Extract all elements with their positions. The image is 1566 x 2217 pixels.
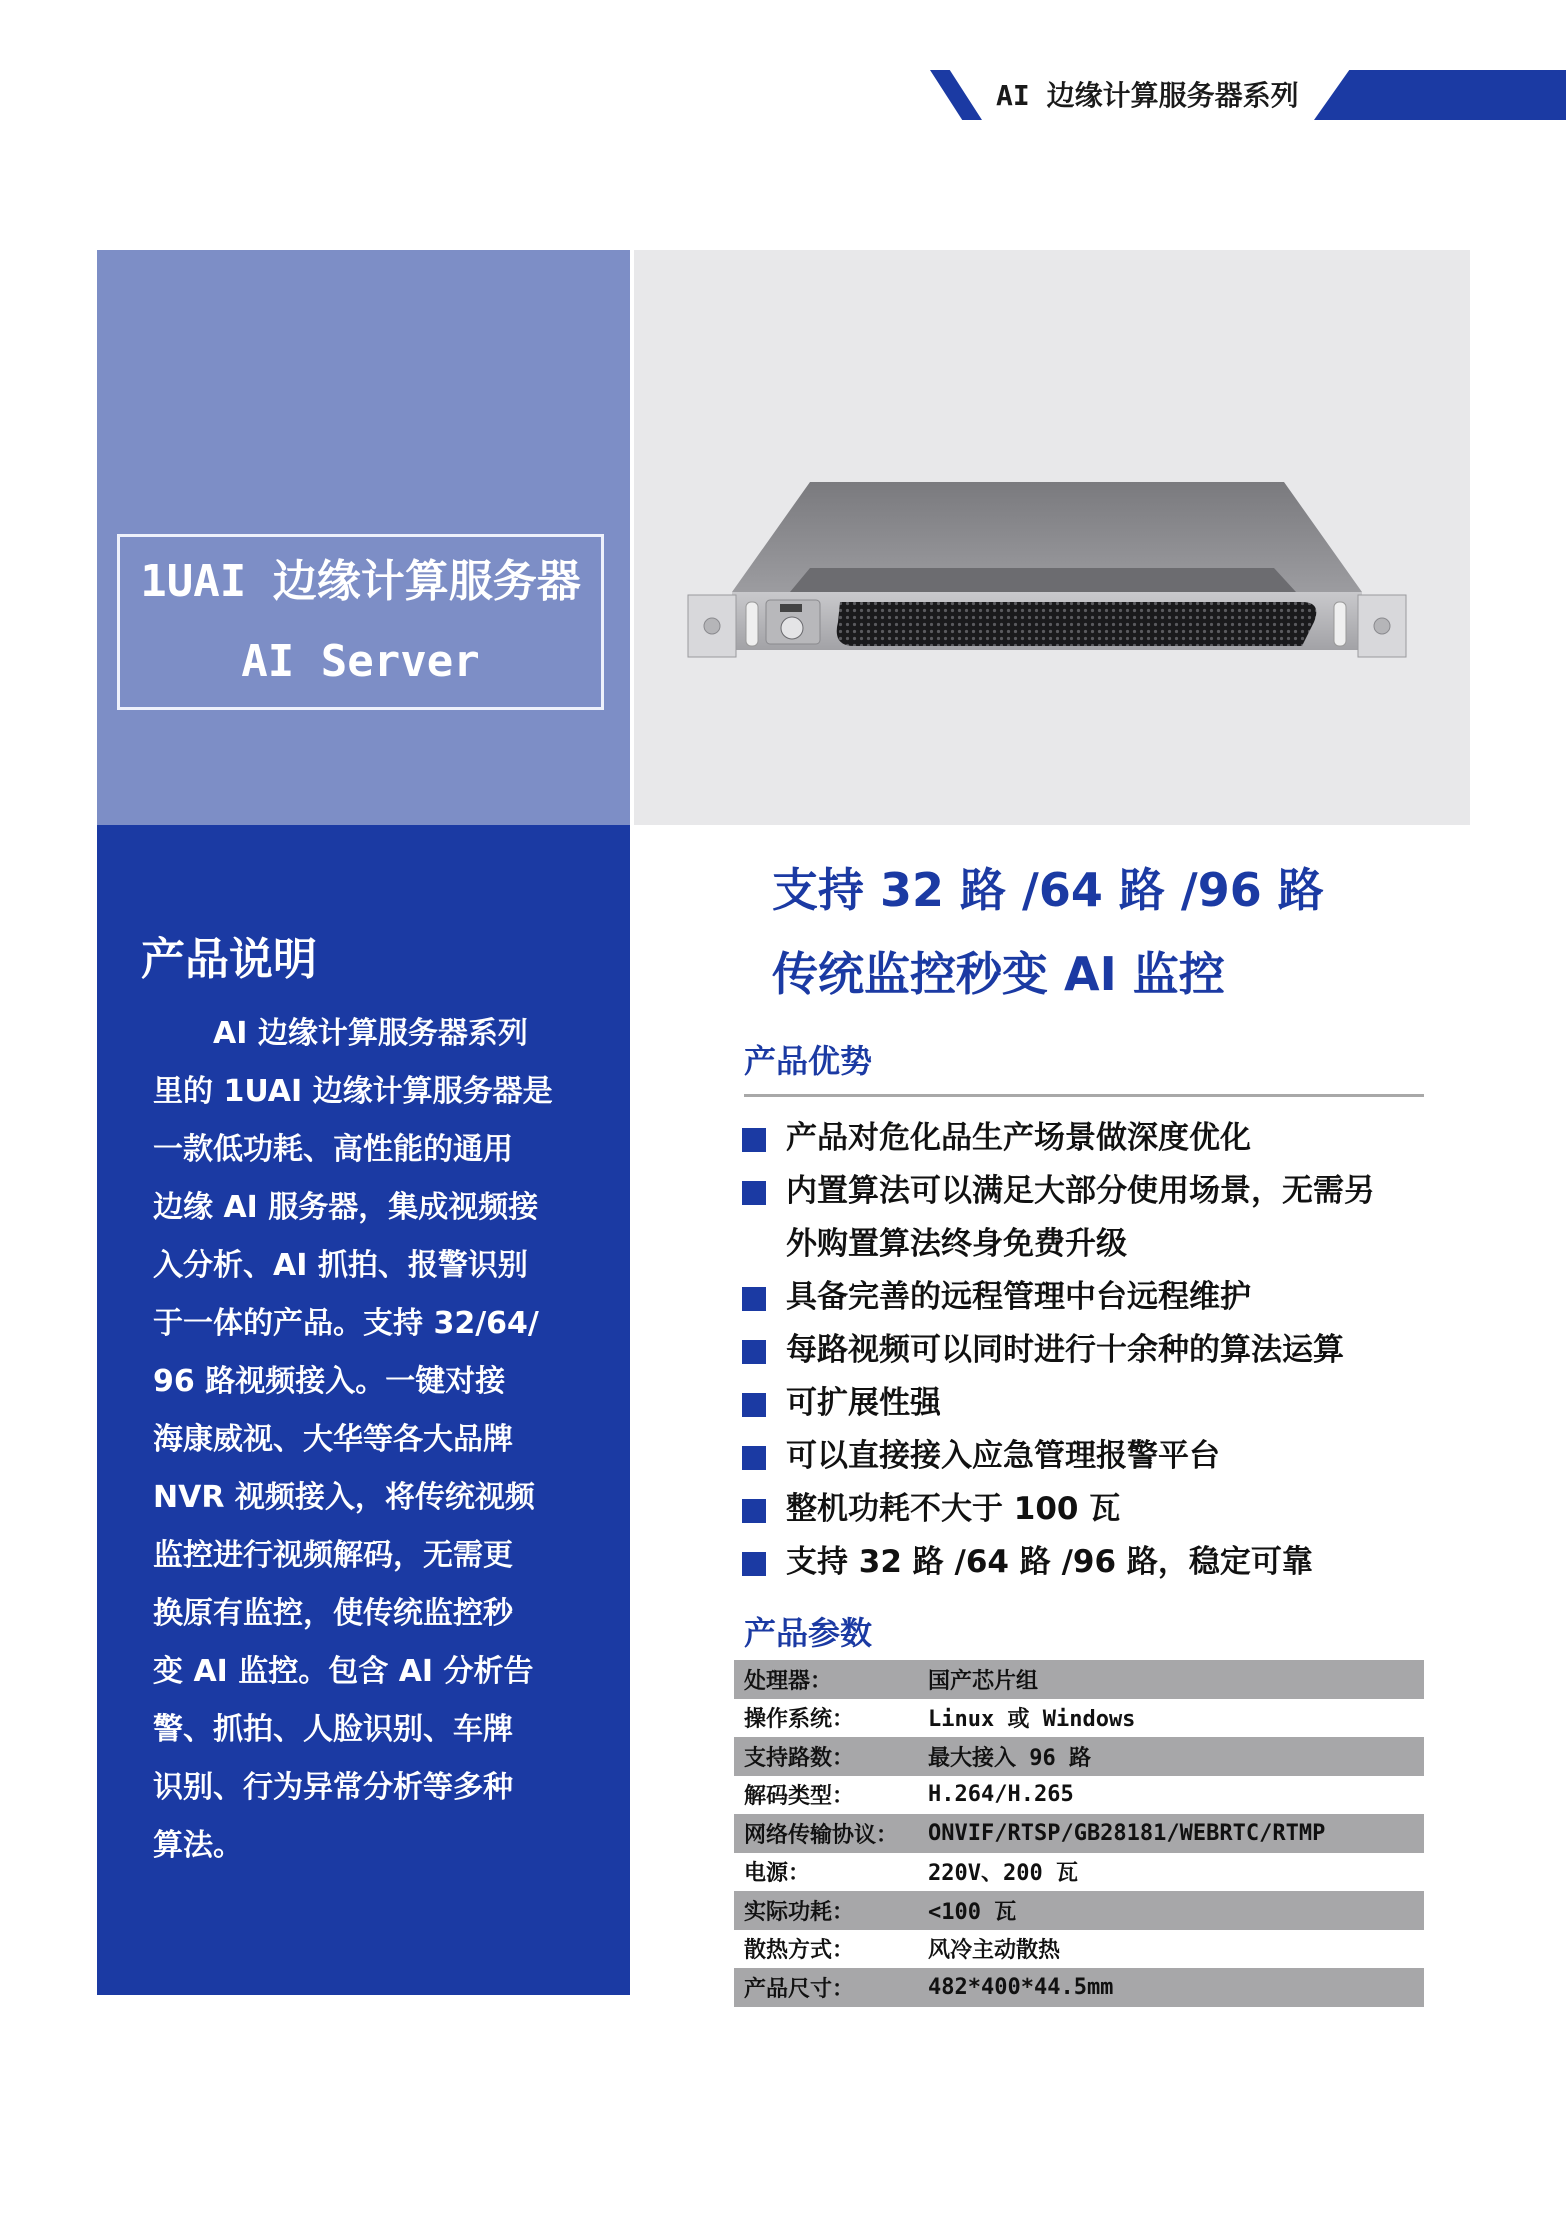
description-line: 识别、行为异常分析等多种 <box>153 1770 513 1805</box>
advantages-heading: 产品优势 <box>744 1042 873 1080</box>
server-illustration <box>634 250 1470 825</box>
table-row <box>734 1930 1424 1969</box>
title-box <box>117 534 604 710</box>
advantage-text: 可以直接接入应急管理报警平台 <box>786 1438 1220 1474</box>
param-value: <100 瓦 <box>928 1899 1017 1925</box>
headline-line-1: 支持 32 路 /64 路 /96 路 <box>772 863 1324 917</box>
table-row <box>734 1660 1424 1699</box>
square-bullet-icon <box>742 1128 766 1152</box>
advantage-text: 可扩展性强 <box>786 1385 941 1421</box>
description-text <box>153 1005 593 1875</box>
header-accent-slash <box>930 70 982 120</box>
param-value: Linux 或 Windows <box>928 1707 1136 1733</box>
advantage-text: 产品对危化品生产场景做深度优化 <box>786 1120 1251 1156</box>
param-label: 支持路数： <box>744 1745 855 1771</box>
table-row <box>734 1737 1424 1776</box>
front-vent-mesh <box>837 602 1317 646</box>
description-line: 算法。 <box>153 1828 243 1863</box>
advantage-item <box>742 1377 1442 1430</box>
description-line: NVR 视频接入，将传统视频 <box>153 1480 535 1515</box>
title-panel <box>97 250 630 825</box>
param-label: 网络传输协议： <box>744 1822 899 1848</box>
description-line: 警、抓拍、人脸识别、车牌 <box>153 1712 513 1747</box>
description-panel <box>97 825 630 1995</box>
table-row <box>734 1814 1424 1853</box>
description-line: 入分析、AI 抓拍、报警识别 <box>153 1248 528 1283</box>
param-label: 处理器： <box>744 1668 833 1694</box>
advantage-text: 整机功耗不大于 100 瓦 <box>786 1491 1121 1527</box>
description-line: AI 边缘计算服务器系列 <box>153 1016 528 1051</box>
param-value: 国产芯片组 <box>928 1668 1039 1694</box>
table-row <box>734 1853 1424 1892</box>
param-label: 解码类型： <box>744 1784 855 1810</box>
square-bullet-icon <box>742 1287 766 1311</box>
advantage-item <box>742 1165 1442 1271</box>
param-value: H.264/H.265 <box>928 1782 1074 1808</box>
square-bullet-icon <box>742 1393 766 1417</box>
advantage-item <box>742 1483 1442 1536</box>
advantage-item <box>742 1430 1442 1483</box>
param-label: 散热方式： <box>744 1938 855 1964</box>
description-line: 监控进行视频解码，无需更 <box>153 1538 513 1573</box>
headline-line-2: 传统监控秒变 AI 监控 <box>772 947 1225 1001</box>
header-accent-bar <box>1314 70 1566 120</box>
param-label: 实际功耗： <box>744 1899 855 1925</box>
square-bullet-icon <box>742 1181 766 1205</box>
param-label: 电源： <box>744 1861 811 1887</box>
advantage-text: 每路视频可以同时进行十余种的算法运算 <box>786 1332 1344 1368</box>
table-row <box>734 1699 1424 1738</box>
param-value: 最大接入 96 路 <box>928 1745 1091 1771</box>
description-line: 换原有监控，使传统监控秒 <box>153 1596 513 1631</box>
advantages-list <box>742 1112 1442 1589</box>
product-title-cn: 1UAI 边缘计算服务器 <box>140 556 581 607</box>
description-heading: 产品说明 <box>141 934 317 985</box>
params-table <box>734 1660 1424 2007</box>
param-value: 220V、200 瓦 <box>928 1861 1078 1887</box>
advantage-text: 外购置算法终身免费升级 <box>786 1226 1127 1262</box>
square-bullet-icon <box>742 1499 766 1523</box>
table-row <box>734 1968 1424 2007</box>
description-line: 96 路视频接入。一键对接 <box>153 1364 506 1399</box>
description-line: 一款低功耗、高性能的通用 <box>153 1132 513 1167</box>
advantages-divider <box>744 1094 1424 1097</box>
param-label: 产品尺寸： <box>744 1976 855 2002</box>
description-line: 于一体的产品。支持 32/64/ <box>153 1306 539 1341</box>
param-value: 风冷主动散热 <box>928 1938 1061 1964</box>
param-label: 操作系统： <box>744 1707 855 1733</box>
product-title-en: AI Server <box>241 636 480 687</box>
table-row <box>734 1776 1424 1815</box>
advantage-item <box>742 1271 1442 1324</box>
advantage-text: 具备完善的远程管理中台远程维护 <box>786 1279 1251 1315</box>
description-line: 变 AI 监控。包含 AI 分析告 <box>153 1654 534 1689</box>
description-line: 里的 1UAI 边缘计算服务器是 <box>153 1074 553 1109</box>
description-line: 边缘 AI 服务器，集成视频接 <box>153 1190 539 1225</box>
param-value: 482*400*44.5mm <box>928 1974 1114 2000</box>
power-button-icon <box>781 617 803 639</box>
advantage-item <box>742 1112 1442 1165</box>
square-bullet-icon <box>742 1340 766 1364</box>
advantage-text: 支持 32 路 /64 路 /96 路，稳定可靠 <box>786 1544 1313 1580</box>
series-title: AI 边缘计算服务器系列 <box>996 79 1299 112</box>
params-heading: 产品参数 <box>744 1614 873 1652</box>
headline <box>772 848 1324 1016</box>
square-bullet-icon <box>742 1552 766 1576</box>
square-bullet-icon <box>742 1446 766 1470</box>
advantage-text: 内置算法可以满足大部分使用场景，无需另 <box>786 1173 1375 1209</box>
description-line: 海康威视、大华等各大品牌 <box>153 1422 513 1457</box>
param-value: ONVIF/RTSP/GB28181/WEBRTC/RTMP <box>928 1820 1326 1846</box>
product-image-panel <box>634 250 1470 825</box>
table-row <box>734 1891 1424 1930</box>
advantage-item <box>742 1536 1442 1589</box>
advantage-item <box>742 1324 1442 1377</box>
